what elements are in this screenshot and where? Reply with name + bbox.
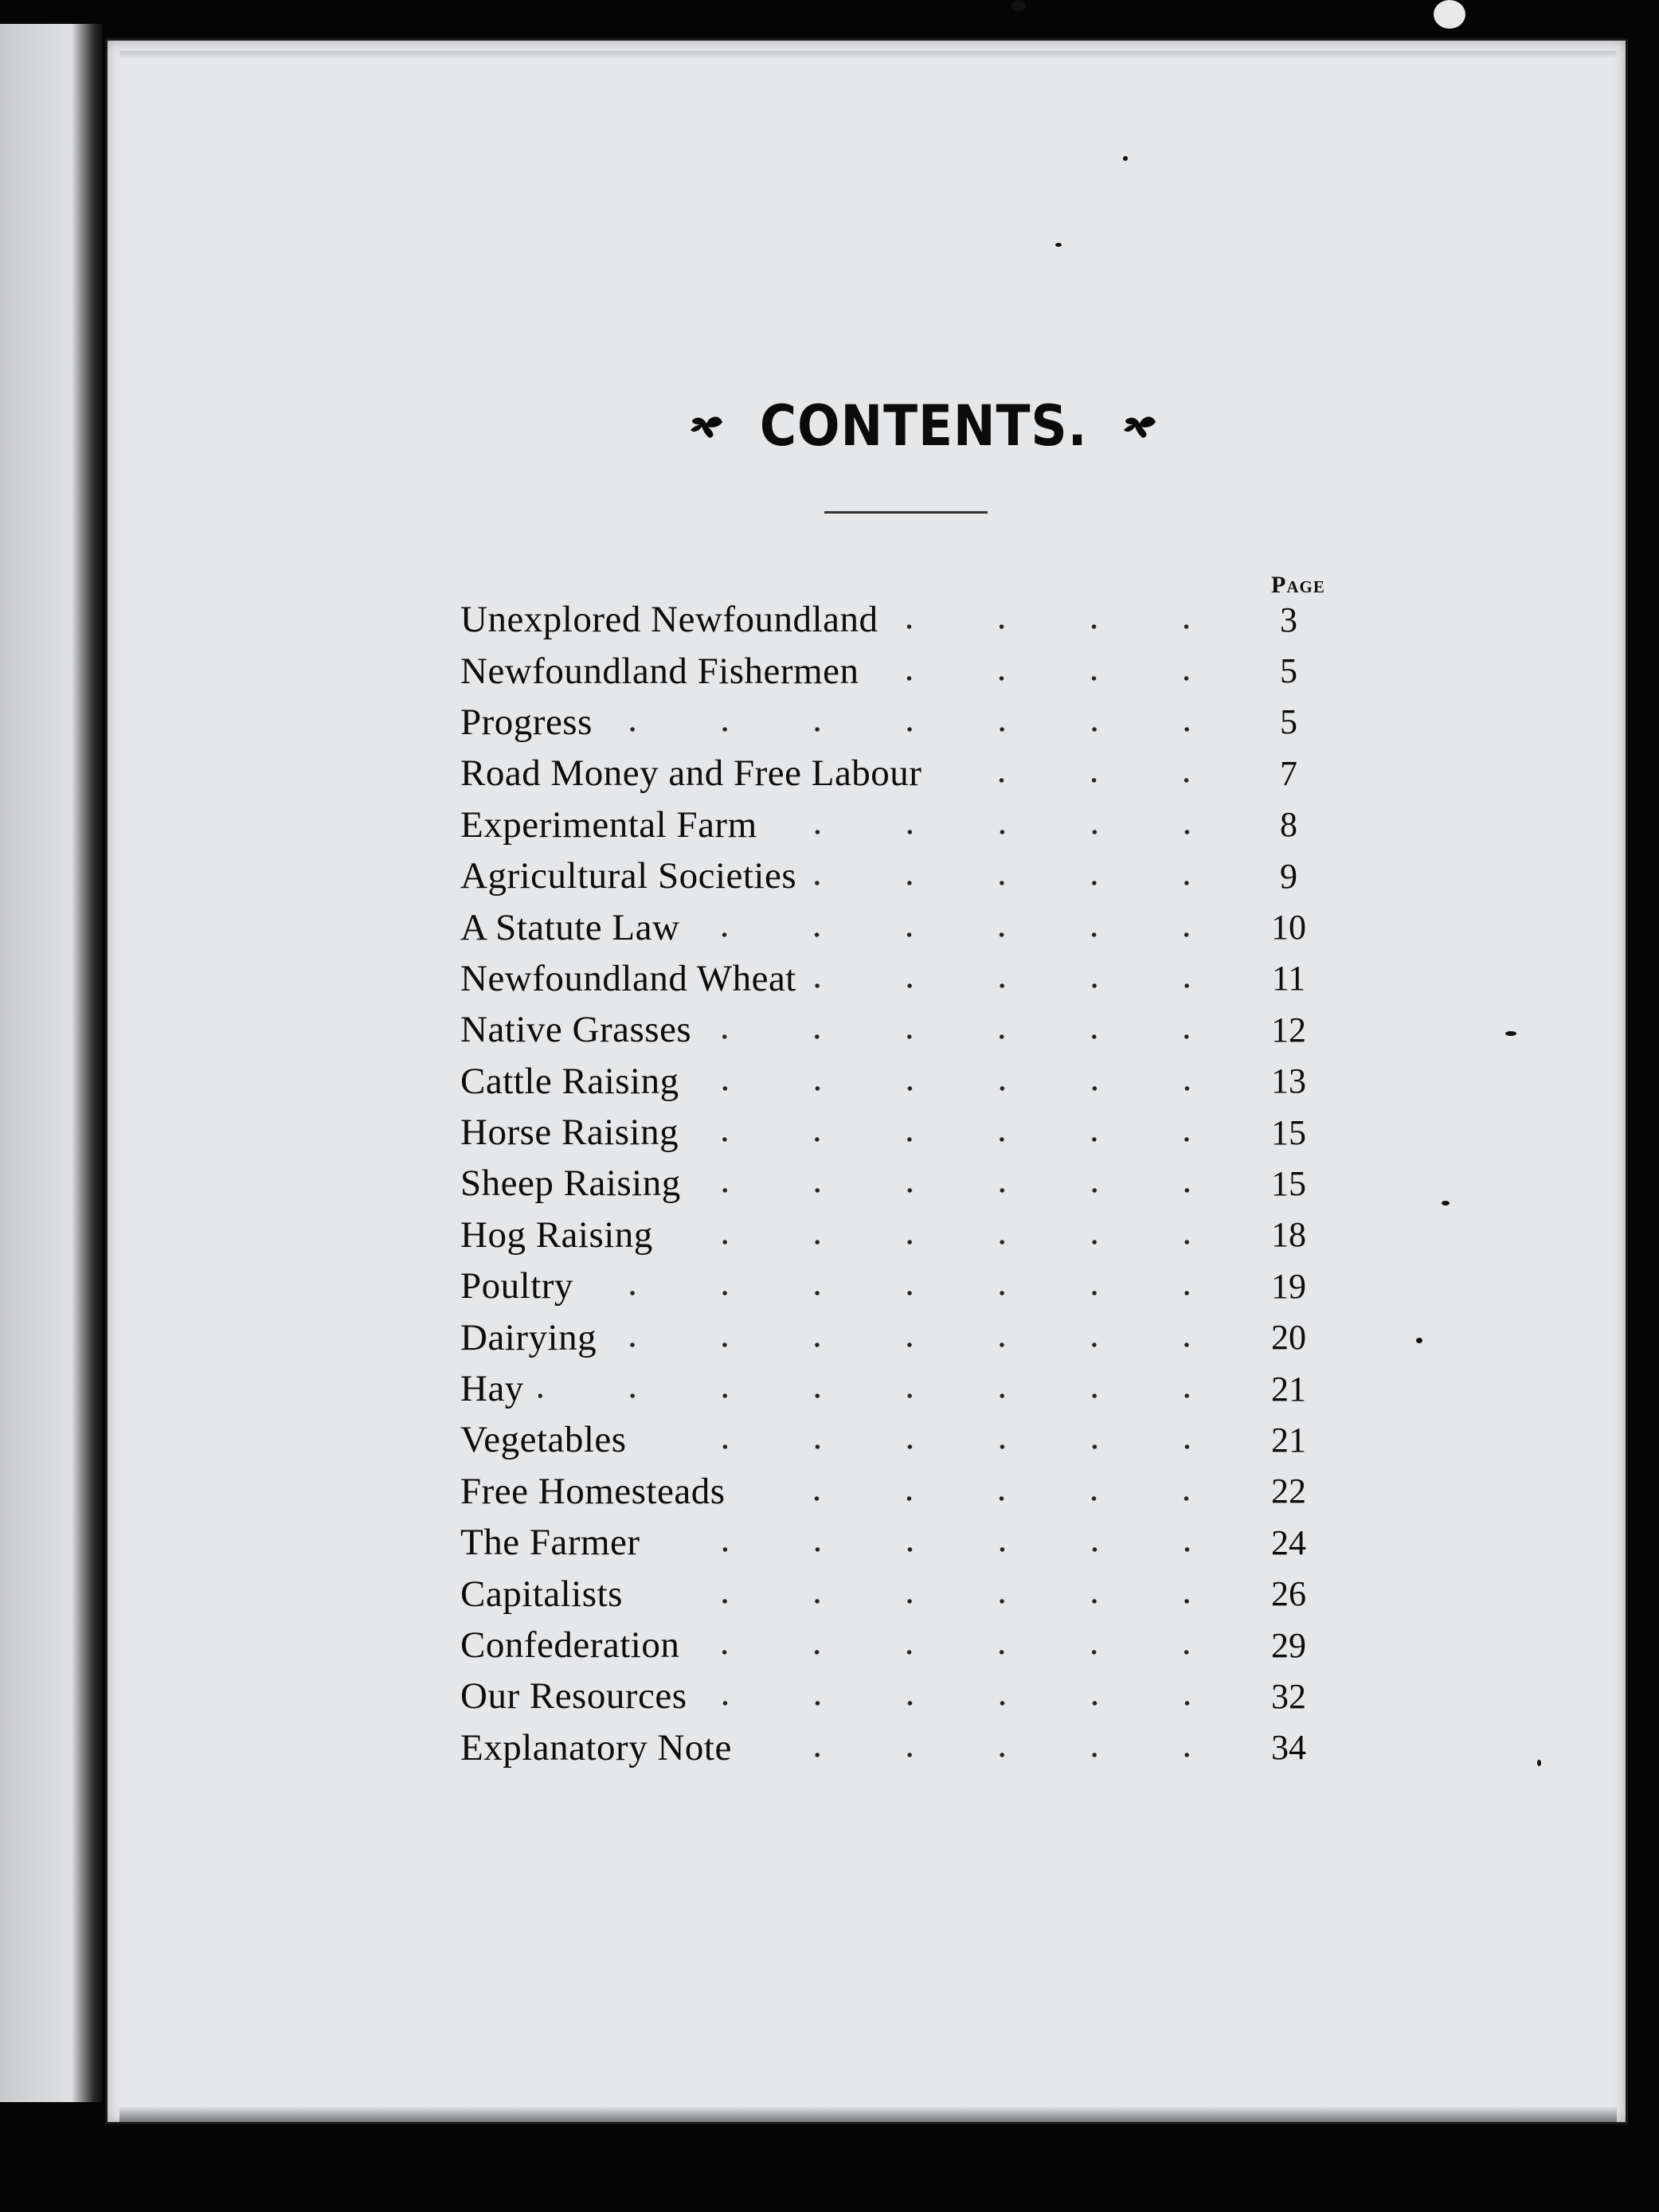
dot-leader — [772, 828, 1233, 836]
dot-leader — [695, 1186, 1233, 1194]
heading-rule — [824, 511, 988, 514]
toc-entry-title: Free Homesteads — [460, 1470, 726, 1512]
scan-speck — [1505, 1031, 1516, 1036]
toc-entry-page: 9 — [1280, 856, 1297, 896]
dot-leader — [588, 1289, 1233, 1297]
toc-entry-page: 13 — [1271, 1061, 1306, 1101]
dot-leader — [637, 1597, 1233, 1605]
toc-entry-title: Road Money and Free Labour — [460, 752, 922, 795]
dot-leader — [739, 1495, 1233, 1503]
toc-entry — [460, 799, 1336, 850]
toc-entry — [460, 1107, 1336, 1158]
toc-entry — [460, 1056, 1336, 1107]
toc-entry-title: Newfoundland Fishermen — [460, 650, 859, 692]
toc-entry-page: 15 — [1271, 1112, 1306, 1152]
page-column-label: Page — [1271, 572, 1325, 598]
toc-entry-page: 34 — [1271, 1728, 1306, 1768]
toc-entry-page: 21 — [1271, 1369, 1306, 1409]
toc-entry-page: 26 — [1271, 1574, 1306, 1614]
toc-entry-page: 7 — [1280, 753, 1297, 793]
scan-speck — [1123, 156, 1128, 161]
toc-entry — [460, 748, 1336, 799]
toc-entry-page: 29 — [1271, 1625, 1306, 1665]
toc-entry — [460, 901, 1336, 952]
toc-entry — [460, 850, 1336, 901]
toc-entry-title: Hog Raising — [460, 1213, 653, 1256]
toc-entry-page: 32 — [1271, 1676, 1306, 1716]
toc-entry-page: 10 — [1271, 908, 1306, 948]
toc-entry-title: The Farmer — [460, 1522, 640, 1564]
toc-entry — [460, 1466, 1336, 1517]
dot-leader — [746, 1751, 1233, 1759]
toc-entry-title: Capitalists — [460, 1573, 623, 1615]
dot-leader — [694, 931, 1233, 939]
scan-speck — [1011, 0, 1026, 11]
dot-leader — [811, 982, 1233, 990]
toc-entry-title: Unexplored Newfoundland — [460, 599, 878, 641]
toc-entry — [460, 1004, 1336, 1055]
toc-entry-page: 12 — [1271, 1010, 1306, 1049]
toc-entry — [460, 1210, 1336, 1260]
toc-entry-page: 24 — [1271, 1522, 1306, 1562]
scan-speck — [1537, 1760, 1541, 1766]
dot-leader — [693, 1135, 1233, 1143]
toc-entry-title: Sheep Raising — [460, 1163, 681, 1205]
toc-entry-title: Dairying — [460, 1316, 597, 1358]
toc-entry-page: 3 — [1280, 600, 1297, 639]
toc-entry-page: 20 — [1271, 1318, 1306, 1358]
toc-entry — [460, 1722, 1336, 1773]
toc-entry-page: 19 — [1271, 1266, 1306, 1306]
dot-leader — [607, 725, 1233, 733]
toc-entry — [460, 953, 1336, 1004]
dot-leader — [694, 1085, 1233, 1092]
toc-entry-title: Vegetables — [460, 1419, 627, 1461]
toc-entry-title: Progress — [460, 701, 593, 743]
toc-entry — [460, 1311, 1336, 1362]
contents-heading — [685, 390, 1163, 462]
dot-leader — [538, 1392, 1233, 1400]
toc-entry-title: Native Grasses — [460, 1009, 692, 1051]
dot-leader — [892, 623, 1233, 631]
toc-entry — [460, 1158, 1336, 1209]
toc-entry-title: Poultry — [460, 1265, 573, 1307]
leaf-ornament-icon — [689, 412, 726, 440]
scan-speck — [1055, 243, 1062, 247]
page-title: CONTENTS. — [760, 393, 1088, 459]
toc-entry-title: Newfoundland Wheat — [460, 957, 796, 999]
dot-leader — [811, 879, 1233, 887]
scan-speck — [1416, 1338, 1422, 1343]
dot-leader — [873, 674, 1233, 682]
dot-leader — [641, 1443, 1233, 1451]
scan-speck — [1442, 1201, 1450, 1206]
toc-entry — [460, 1671, 1336, 1722]
toc-entry-title: Hay — [460, 1368, 524, 1410]
toc-entry — [460, 594, 1336, 645]
toc-entry — [460, 1620, 1336, 1671]
dot-leader — [611, 1341, 1233, 1349]
toc-entry — [460, 645, 1336, 696]
toc-entry-page: 15 — [1271, 1163, 1306, 1203]
scan-speck — [1434, 0, 1465, 29]
dot-leader — [655, 1546, 1233, 1553]
toc-entry-title: Experimental Farm — [460, 803, 757, 846]
toc-entry — [460, 1517, 1336, 1568]
toc-entry-title: Cattle Raising — [460, 1060, 679, 1102]
toc-entry-title: Our Resources — [460, 1675, 687, 1718]
toc-entry-title: Horse Raising — [460, 1112, 679, 1154]
dot-leader — [667, 1238, 1233, 1246]
toc-entry — [460, 1414, 1336, 1465]
toc-entry-page: 8 — [1280, 805, 1297, 845]
toc-entry-title: Explanatory Note — [460, 1726, 732, 1768]
facing-page-edge — [0, 24, 102, 2102]
toc-entry-page: 11 — [1271, 959, 1306, 999]
toc-entry-page: 5 — [1280, 702, 1297, 742]
page-bottom-edge — [119, 2106, 1617, 2122]
toc-entry-title: A Statute Law — [460, 906, 680, 948]
leaf-ornament-icon — [1122, 412, 1159, 440]
toc-entry — [460, 1363, 1336, 1414]
toc-entry-page: 5 — [1280, 651, 1297, 691]
toc-entry-title: Agricultural Societies — [460, 855, 797, 897]
toc-entry-title: Confederation — [460, 1624, 680, 1666]
toc-entry-page: 18 — [1271, 1215, 1306, 1255]
toc-entry-page: 22 — [1271, 1471, 1306, 1511]
dot-leader — [706, 1033, 1233, 1041]
toc-entry — [460, 697, 1336, 748]
toc-entry-page: 21 — [1271, 1420, 1306, 1460]
dot-leader — [694, 1648, 1233, 1656]
toc-entry — [460, 1260, 1336, 1311]
page-top-edge — [119, 51, 1617, 59]
toc-entry — [460, 1568, 1336, 1619]
dot-leader — [936, 776, 1233, 784]
dot-leader — [702, 1699, 1233, 1707]
table-of-contents — [460, 594, 1336, 1773]
